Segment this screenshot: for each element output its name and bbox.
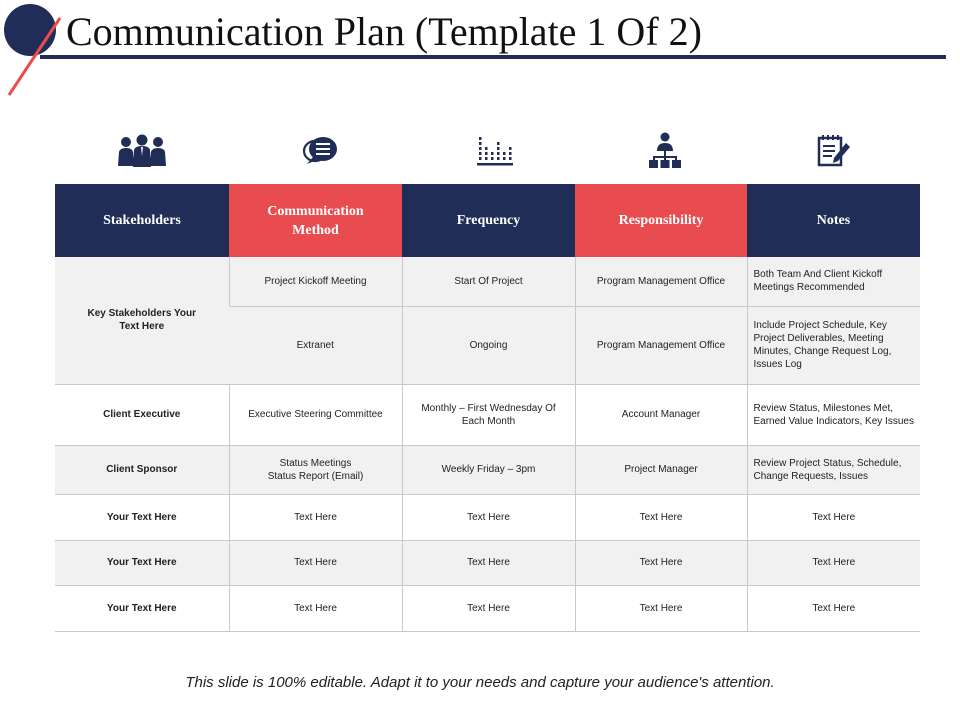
column-header-stakeholders: Stakeholders [55, 184, 229, 257]
column-icons [55, 128, 920, 174]
logo-slash [0, 0, 70, 100]
chat-bubble-icon [291, 128, 351, 174]
stakeholder-cell: Client Executive [55, 384, 229, 445]
responsibility-cell: Program Management Office [575, 306, 747, 384]
notes-cell: Text Here [747, 585, 920, 631]
column-header-responsibility: Responsibility [575, 184, 747, 257]
method-cell: Extranet [229, 306, 402, 384]
stakeholder-cell: Your Text Here [55, 540, 229, 585]
responsibility-cell: Text Here [575, 585, 747, 631]
title-underline [40, 55, 946, 59]
column-header-frequency: Frequency [402, 184, 575, 257]
method-line: Status Report (Email) [267, 470, 364, 482]
notes-cell: Review Status, Milestones Met, Earned Value Indicators, Key Issues [747, 384, 920, 445]
responsibility-cell: Program Management Office [575, 257, 747, 306]
stakeholder-cell: Client Sponsor [55, 445, 229, 494]
frequency-cell: Start Of Project [402, 257, 575, 306]
org-chart-icon [635, 128, 695, 174]
communication-plan-table [55, 184, 920, 632]
bar-chart-icon [465, 128, 525, 174]
frequency-cell: Weekly Friday – 3pm [402, 445, 575, 494]
frequency-cell: Monthly – First Wednesday Of Each Month [402, 384, 575, 445]
frequency-cell: Text Here [402, 494, 575, 540]
column-header-notes: Notes [747, 184, 920, 257]
table-header-row [55, 184, 920, 257]
table-row [55, 585, 920, 631]
stakeholder-cell: Your Text Here [55, 585, 229, 631]
method-line: Status Meetings [279, 457, 352, 469]
frequency-cell: Text Here [402, 585, 575, 631]
notes-cell: Both Team And Client Kickoff Meetings Recommended [747, 257, 920, 306]
notes-pencil-icon [804, 128, 864, 174]
notes-cell: Text Here [747, 540, 920, 585]
method-cell: Text Here [229, 540, 402, 585]
stakeholder-cell: Your Text Here [55, 494, 229, 540]
method-cell: Text Here [229, 585, 402, 631]
method-cell [229, 445, 402, 494]
stakeholders-group-icon [112, 128, 172, 174]
stakeholder-cell: Key Stakeholders Your Text Here [55, 257, 229, 384]
column-header-communication-method: Communication Method [229, 184, 402, 257]
footer-caption: This slide is 100% editable. Adapt it to your needs and capture your audience's attention. [185, 674, 775, 691]
table-row [55, 445, 920, 494]
table-row [55, 540, 920, 585]
method-cell: Executive Steering Committee [229, 384, 402, 445]
responsibility-cell: Text Here [575, 540, 747, 585]
method-cell: Project Kickoff Meeting [229, 257, 402, 306]
notes-cell: Include Project Schedule, Key Project Deliverables, Meeting Minutes, Change Request Log, Issues Log [747, 306, 920, 384]
table-row [55, 384, 920, 445]
responsibility-cell: Project Manager [575, 445, 747, 494]
responsibility-cell: Text Here [575, 494, 747, 540]
slide-title: Communication Plan (Template 1 Of 2) [66, 9, 702, 54]
frequency-cell: Text Here [402, 540, 575, 585]
notes-cell: Review Project Status, Schedule, Change Requests, Issues [747, 445, 920, 494]
table-row [55, 494, 920, 540]
responsibility-cell: Account Manager [575, 384, 747, 445]
method-cell: Text Here [229, 494, 402, 540]
notes-cell: Text Here [747, 494, 920, 540]
frequency-cell: Ongoing [402, 306, 575, 384]
table-row [55, 257, 920, 306]
